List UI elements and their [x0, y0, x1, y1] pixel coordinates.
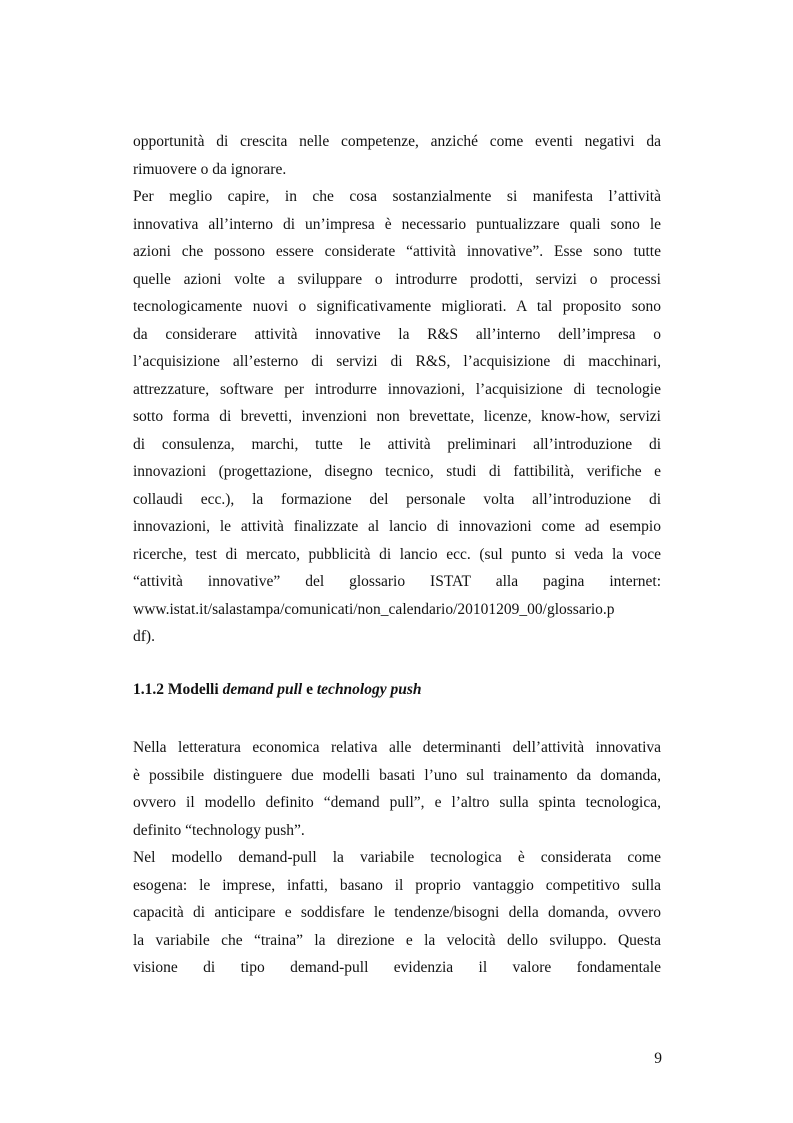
text-line: da considerare attività innovative la R&S all’interno dell’impresa o: [133, 325, 661, 343]
text-line: Per meglio capire, in che cosa sostanzialmente si manifesta l’attività: [133, 188, 661, 205]
text-line: rimuovere o da ignorare.: [133, 160, 287, 178]
heading-term-demand-pull: demand pull: [222, 681, 303, 698]
text-line: Nel modello demand-pull la variabile tecnologica è considerata come: [133, 849, 661, 866]
text-line: sotto forma di brevetti, invenzioni non brevettate, licenze, know-how, servizi: [133, 408, 661, 425]
text-line: visione di tipo demand-pull evidenzia il valore fondamentale: [133, 959, 661, 976]
text-line: df).: [133, 628, 155, 645]
heading-number-and-word: 1.1.2 Modelli: [133, 681, 223, 698]
text-line: esogena: le imprese, infatti, basano il proprio vantaggio competitivo sulla: [133, 876, 661, 894]
text-line: di consulenza, marchi, tutte le attività preliminari all’introduzione di: [133, 435, 661, 453]
text-line: innovazioni (progettazione, disegno tecnico, studi di fattibilità, verifiche e: [133, 463, 661, 480]
text-line: capacità di anticipare e soddisfare le tendenze/bisogni della domanda, ovvero: [133, 904, 661, 921]
page-number: 9: [654, 1050, 662, 1067]
text-line: opportunità di crescita nelle competenze, anziché come eventi negativi da: [133, 133, 661, 150]
text-line: definito “technology push”.: [133, 821, 305, 839]
text-line: Nella letteratura economica relativa alle determinanti dell’attività innovativa: [133, 739, 661, 756]
body-text-top: [133, 128, 661, 651]
section-heading: [133, 681, 422, 699]
text-line: l’acquisizione all’esterno di servizi di R&S, l’acquisizione di macchinari,: [133, 353, 661, 370]
body-text-bottom: [133, 734, 661, 982]
text-line: ricerche, test di mercato, pubblicità di lancio ecc. (sul punto si veda la voce: [133, 545, 661, 563]
heading-connector: e: [302, 681, 317, 698]
text-line: attrezzature, software per introdurre innovazioni, l’acquisizione di tecnologie: [133, 380, 661, 398]
text-line: innovativa all’interno di un’impresa è necessario puntualizzare quali sono le: [133, 215, 661, 233]
text-line: www.istat.it/salastampa/comunicati/non_calendario/20101209_00/glossario.p: [133, 600, 615, 618]
text-line: quelle azioni volte a sviluppare o introdurre prodotti, servizi o processi: [133, 270, 661, 288]
text-line: la variabile che “traina” la direzione e la velocità dello sviluppo. Questa: [133, 931, 661, 949]
text-line: collaudi ecc.), la formazione del personale volta all’introduzione di: [133, 490, 661, 508]
text-line: tecnologicamente nuovi o significativamente migliorati. A tal proposito sono: [133, 298, 661, 315]
text-line: “attività innovative” del glossario ISTAT alla pagina internet:: [133, 573, 661, 590]
text-line: è possibile distinguere due modelli basati l’uno sul trainamento da domanda,: [133, 766, 661, 784]
text-line: innovazioni, le attività finalizzate al lancio di innovazioni come ad esempio: [133, 518, 661, 535]
text-line: ovvero il modello definito “demand pull”, e l’altro sulla spinta tecnologica,: [133, 794, 661, 811]
text-line: azioni che possono essere considerate “attività innovative”. Esse sono tutte: [133, 243, 661, 260]
heading-term-technology-push: technology push: [316, 681, 422, 698]
